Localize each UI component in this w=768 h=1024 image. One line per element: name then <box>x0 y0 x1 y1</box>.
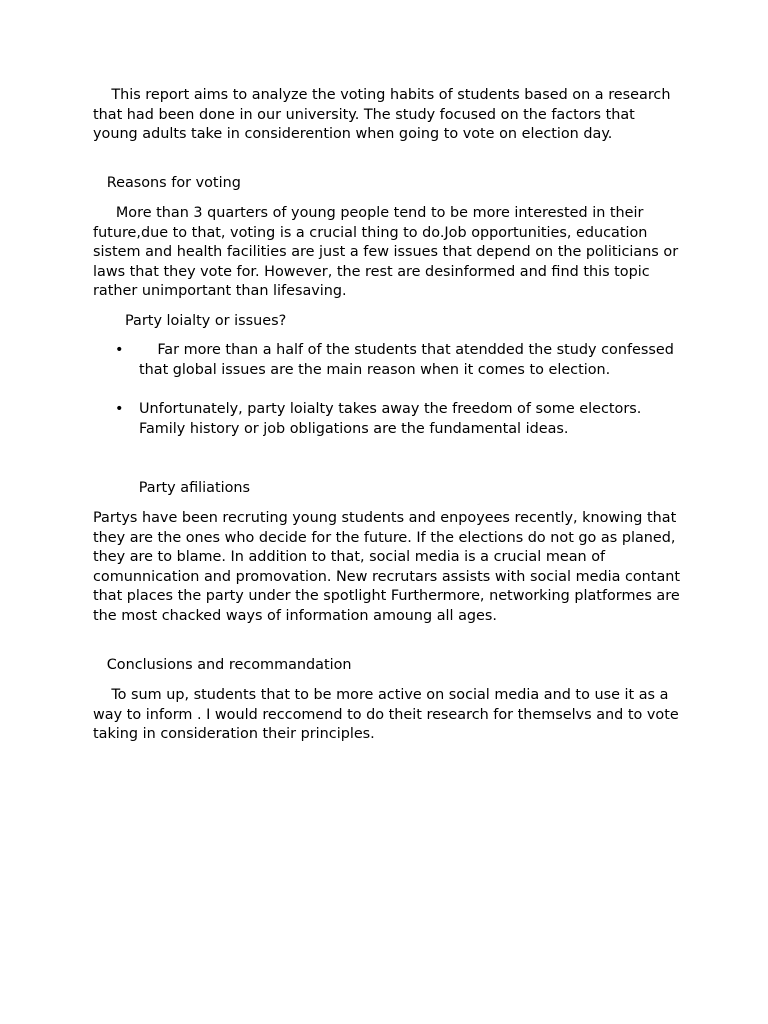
bullet-list-item <box>93 400 683 440</box>
heading-party-affiliations: Party afiliations <box>93 480 251 496</box>
bullet-list-item <box>93 341 683 400</box>
heading-reasons-for-voting: Reasons for voting <box>93 175 241 191</box>
bullet-mark: • <box>115 342 124 358</box>
reasons-paragraph: More than 3 quarters of young people tend to be more interested in their future,due to that, voting is a crucial thing to do.Job opportunities, education sistem and health facilities are just a few issues that depend on the politicians or laws that they vote for. However, the rest are desinformed and find this topic rather unimportant than lifesaving. <box>93 205 683 300</box>
bullet-text: Far more than a half of the students that atendded the study confessed that global issues are the main reason when it comes to election. <box>139 342 679 378</box>
heading-conclusions: Conclusions and recommandation <box>93 657 352 673</box>
conclusions-paragraph: To sum up, students that to be more active on social media and to use it as a way to inform . I would reccomend to do theit research for themselvs and to vote taking in consideration their principles. <box>93 687 684 743</box>
bullet-text: Unfortunately, party loialty takes away the freedom of some electors. Family history or job obligations are the fundamental ideas. <box>139 401 646 437</box>
intro-paragraph: This report aims to analyze the voting habits of students based on a research that had been done in our university. The study focused on the factors that young adults take in considerention when going to vote on election day. <box>93 87 676 143</box>
affiliations-paragraph: Partys have been recruting young students and enpoyees recently, knowing that they are the ones who decide for the future. If the elections do not go as planed, they are to blame. In addition to that, social media is a crucial mean of comunnication and promovation. New recrutars assists with social media contant that places the party under the spotlight Furthermore, networking platformes are the most chacked ways of information amoung all ages. <box>93 510 685 624</box>
heading-party-loyalty: Party loialty or issues? <box>93 313 287 329</box>
bullet-mark: • <box>115 401 124 417</box>
